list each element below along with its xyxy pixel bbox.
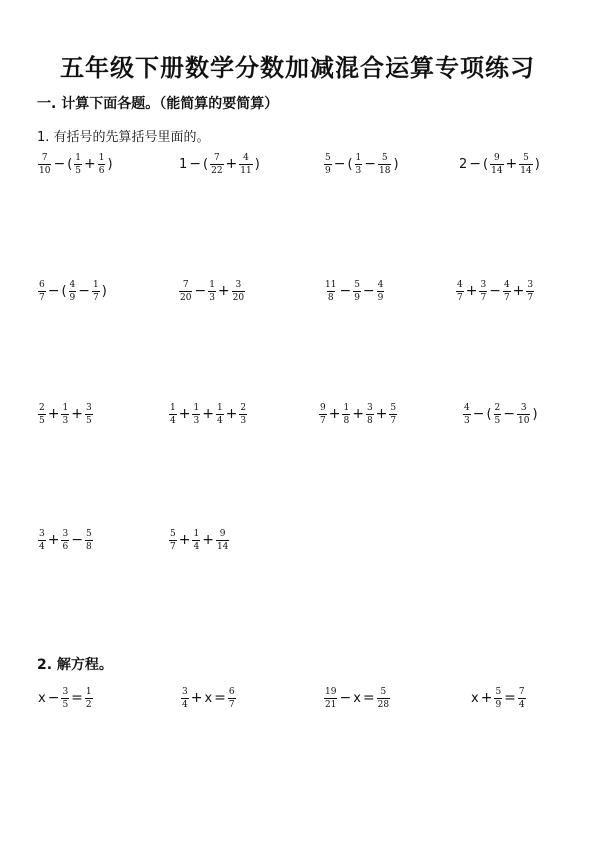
operator: − bbox=[364, 156, 377, 172]
fraction bbox=[192, 529, 200, 552]
numerator: 3 bbox=[520, 402, 527, 413]
numerator: 5 bbox=[354, 279, 360, 290]
denominator: 18 bbox=[379, 165, 391, 176]
numerator: 3 bbox=[527, 279, 534, 290]
denominator: 7 bbox=[390, 415, 397, 426]
operator: − bbox=[71, 532, 83, 548]
numerator: 5 bbox=[170, 528, 176, 539]
fraction bbox=[456, 280, 464, 303]
denominator: 8 bbox=[366, 415, 373, 426]
operator: + bbox=[190, 690, 203, 706]
denominator: 8 bbox=[343, 415, 350, 426]
denominator: 6 bbox=[98, 165, 105, 176]
operator: + bbox=[71, 406, 83, 422]
fraction bbox=[503, 280, 511, 303]
numerator: 1 bbox=[93, 279, 99, 290]
denominator: 5 bbox=[85, 415, 92, 426]
numerator: 7 bbox=[41, 152, 48, 163]
equation bbox=[37, 683, 94, 713]
fraction bbox=[324, 687, 337, 710]
equation bbox=[323, 683, 391, 713]
term: ( bbox=[67, 156, 73, 172]
denominator: 9 bbox=[377, 292, 384, 303]
operator: − bbox=[362, 283, 375, 299]
section-2-heading: 2. 解方程。 bbox=[37, 657, 113, 673]
term: ( bbox=[61, 283, 67, 299]
expression bbox=[455, 276, 535, 306]
numerator: 9 bbox=[219, 528, 226, 539]
operator: − bbox=[47, 690, 60, 706]
numerator: 2 bbox=[240, 402, 247, 413]
fraction bbox=[518, 687, 526, 710]
fraction bbox=[208, 280, 216, 303]
term: ( bbox=[203, 156, 209, 172]
fraction bbox=[38, 529, 46, 552]
denominator: 4 bbox=[182, 699, 188, 710]
fraction bbox=[519, 153, 532, 176]
denominator: 5 bbox=[494, 415, 501, 426]
fraction bbox=[38, 280, 46, 303]
fraction bbox=[319, 403, 327, 426]
expression bbox=[323, 276, 385, 306]
denominator: 14 bbox=[520, 165, 532, 176]
exercise-row-3 bbox=[0, 399, 595, 429]
numerator: 2 bbox=[39, 402, 45, 413]
numerator: 3 bbox=[182, 686, 188, 697]
denominator: 3 bbox=[464, 415, 470, 426]
denominator: 20 bbox=[232, 292, 245, 303]
fraction bbox=[353, 280, 361, 303]
exercise-row-2 bbox=[0, 276, 595, 306]
operator: + bbox=[47, 532, 60, 548]
numerator: 6 bbox=[39, 279, 45, 290]
numerator: 7 bbox=[213, 152, 220, 163]
denominator: 4 bbox=[216, 415, 223, 426]
fraction bbox=[169, 529, 177, 552]
denominator: 28 bbox=[377, 699, 390, 710]
expression bbox=[318, 399, 398, 429]
fraction bbox=[181, 687, 189, 710]
operator: + bbox=[225, 156, 238, 172]
numerator: 3 bbox=[39, 528, 45, 539]
denominator: 7 bbox=[480, 292, 487, 303]
operator: − bbox=[472, 406, 485, 422]
numerator: 19 bbox=[325, 686, 337, 697]
fraction bbox=[239, 403, 247, 426]
fraction bbox=[526, 280, 534, 303]
fraction bbox=[61, 529, 69, 552]
numerator: 4 bbox=[464, 402, 470, 413]
denominator: 3 bbox=[209, 292, 215, 303]
section-1-instruction: 1. 有括号的先算括号里面的。 bbox=[37, 130, 210, 145]
numerator: 9 bbox=[320, 402, 326, 413]
equation-row bbox=[0, 683, 595, 713]
operator: = bbox=[504, 690, 516, 706]
term: ( bbox=[486, 406, 492, 422]
denominator: 9 bbox=[325, 165, 331, 176]
fraction bbox=[324, 280, 337, 303]
operator: + bbox=[202, 532, 214, 548]
operator: + bbox=[465, 283, 478, 299]
fraction bbox=[490, 153, 503, 176]
term: x bbox=[204, 690, 213, 706]
operator: + bbox=[178, 406, 191, 422]
denominator: 7 bbox=[228, 699, 235, 710]
numerator: 1 bbox=[85, 686, 92, 697]
operator: = bbox=[71, 690, 83, 706]
numerator: 4 bbox=[377, 279, 384, 290]
fraction bbox=[98, 153, 106, 176]
denominator: 4 bbox=[518, 699, 525, 710]
fraction bbox=[324, 153, 332, 176]
page-title: 五年级下册数学分数加减混合运算专项练习 bbox=[60, 54, 535, 82]
operator: − bbox=[489, 283, 501, 299]
numerator: 3 bbox=[480, 279, 487, 290]
numerator: 1 bbox=[209, 279, 215, 290]
numerator: 3 bbox=[366, 402, 373, 413]
operator: − bbox=[189, 156, 202, 172]
operator: + bbox=[352, 406, 364, 422]
term: ) bbox=[107, 156, 113, 172]
numerator: 3 bbox=[85, 402, 92, 413]
fraction bbox=[38, 153, 51, 176]
term: ) bbox=[101, 283, 107, 299]
fraction bbox=[377, 280, 385, 303]
expression bbox=[168, 525, 230, 555]
operator: + bbox=[505, 156, 518, 172]
denominator: 3 bbox=[62, 415, 69, 426]
fraction bbox=[494, 687, 502, 710]
term: 2 bbox=[459, 156, 468, 172]
section-1-heading: 一. 计算下面各题。（能简算的要简算） bbox=[37, 96, 279, 112]
expression bbox=[37, 525, 94, 555]
denominator: 4 bbox=[193, 541, 200, 552]
operator: − bbox=[503, 406, 516, 422]
numerator: 4 bbox=[457, 279, 463, 290]
denominator: 10 bbox=[518, 415, 530, 426]
term: ) bbox=[393, 156, 399, 172]
fraction bbox=[232, 280, 245, 303]
numerator: 7 bbox=[182, 279, 189, 290]
operator: − bbox=[333, 156, 346, 172]
expression bbox=[178, 276, 246, 306]
fraction bbox=[192, 403, 200, 426]
numerator: 4 bbox=[243, 152, 249, 163]
denominator: 7 bbox=[170, 541, 176, 552]
denominator: 2 bbox=[85, 699, 92, 710]
denominator: 7 bbox=[320, 415, 326, 426]
operator: + bbox=[225, 406, 238, 422]
operator: − bbox=[339, 283, 352, 299]
denominator: 14 bbox=[491, 165, 503, 176]
fraction bbox=[61, 403, 69, 426]
numerator: 1 bbox=[170, 402, 176, 413]
denominator: 20 bbox=[180, 292, 192, 303]
operator: + bbox=[47, 406, 60, 422]
fraction bbox=[517, 403, 530, 426]
numerator: 1 bbox=[216, 402, 223, 413]
fraction bbox=[92, 280, 100, 303]
numerator: 5 bbox=[495, 686, 502, 697]
exercise-row-4 bbox=[0, 525, 595, 555]
fraction bbox=[74, 153, 82, 176]
operator: − bbox=[339, 690, 352, 706]
term: ) bbox=[534, 156, 540, 172]
numerator: 5 bbox=[380, 686, 387, 697]
term: 1 bbox=[179, 156, 188, 172]
fraction bbox=[355, 153, 363, 176]
fraction bbox=[216, 403, 224, 426]
term: ( bbox=[347, 156, 353, 172]
operator: + bbox=[480, 690, 493, 706]
fraction bbox=[366, 403, 374, 426]
denominator: 4 bbox=[170, 415, 176, 426]
denominator: 7 bbox=[527, 292, 534, 303]
fraction bbox=[179, 280, 192, 303]
numerator: 5 bbox=[523, 152, 529, 163]
fraction bbox=[85, 687, 93, 710]
fraction bbox=[38, 403, 46, 426]
operator: + bbox=[217, 283, 230, 299]
fraction bbox=[85, 529, 93, 552]
numerator: 1 bbox=[62, 402, 69, 413]
denominator: 6 bbox=[62, 541, 69, 552]
operator: − bbox=[469, 156, 482, 172]
operator: + bbox=[84, 156, 96, 172]
term: ) bbox=[532, 406, 538, 422]
numerator: 11 bbox=[325, 279, 337, 290]
numerator: 7 bbox=[518, 686, 525, 697]
term: x bbox=[353, 690, 361, 706]
numerator: 5 bbox=[390, 402, 397, 413]
expression bbox=[458, 149, 541, 179]
denominator: 9 bbox=[495, 699, 502, 710]
numerator: 3 bbox=[62, 686, 69, 697]
fraction bbox=[389, 403, 397, 426]
term: ( bbox=[483, 156, 489, 172]
equation bbox=[470, 683, 527, 713]
numerator: 6 bbox=[228, 686, 235, 697]
denominator: 9 bbox=[69, 292, 76, 303]
fraction bbox=[61, 687, 69, 710]
expression bbox=[168, 399, 248, 429]
denominator: 3 bbox=[193, 415, 200, 426]
numerator: 3 bbox=[235, 279, 242, 290]
denominator: 7 bbox=[39, 292, 45, 303]
equation bbox=[180, 683, 237, 713]
term: x bbox=[38, 690, 46, 706]
denominator: 7 bbox=[503, 292, 510, 303]
operator: + bbox=[512, 283, 525, 299]
numerator: 1 bbox=[355, 152, 362, 163]
fraction bbox=[210, 153, 223, 176]
fraction bbox=[239, 153, 252, 176]
fraction bbox=[169, 403, 177, 426]
denominator: 8 bbox=[327, 292, 334, 303]
denominator: 3 bbox=[240, 415, 247, 426]
operator: − bbox=[47, 283, 60, 299]
expression bbox=[323, 149, 400, 179]
operator: + bbox=[375, 406, 388, 422]
numerator: 5 bbox=[381, 152, 388, 163]
numerator: 1 bbox=[98, 152, 105, 163]
denominator: 5 bbox=[75, 165, 81, 176]
term: x bbox=[471, 690, 479, 706]
fraction bbox=[463, 403, 471, 426]
fraction bbox=[342, 403, 350, 426]
denominator: 5 bbox=[62, 699, 69, 710]
fraction bbox=[228, 687, 236, 710]
numerator: 9 bbox=[493, 152, 500, 163]
numerator: 1 bbox=[193, 402, 200, 413]
numerator: 4 bbox=[69, 279, 76, 290]
operator: + bbox=[328, 406, 341, 422]
fraction bbox=[69, 280, 77, 303]
numerator: 1 bbox=[343, 402, 350, 413]
denominator: 9 bbox=[354, 292, 360, 303]
denominator: 10 bbox=[39, 165, 51, 176]
fraction bbox=[494, 403, 502, 426]
numerator: 4 bbox=[503, 279, 510, 290]
denominator: 14 bbox=[216, 541, 229, 552]
fraction bbox=[377, 687, 390, 710]
operator: − bbox=[53, 156, 66, 172]
denominator: 22 bbox=[211, 165, 223, 176]
numerator: 1 bbox=[75, 152, 81, 163]
denominator: 4 bbox=[39, 541, 45, 552]
numerator: 3 bbox=[62, 528, 69, 539]
numerator: 1 bbox=[193, 528, 200, 539]
expression bbox=[178, 149, 261, 179]
fraction bbox=[378, 153, 391, 176]
denominator: 21 bbox=[325, 699, 337, 710]
term: ) bbox=[254, 156, 260, 172]
fraction bbox=[85, 403, 93, 426]
denominator: 7 bbox=[457, 292, 463, 303]
denominator: 3 bbox=[355, 165, 362, 176]
denominator: 8 bbox=[85, 541, 92, 552]
operator: − bbox=[78, 283, 91, 299]
numerator: 5 bbox=[85, 528, 92, 539]
denominator: 7 bbox=[93, 292, 99, 303]
operator: = bbox=[214, 690, 226, 706]
operator: + bbox=[202, 406, 214, 422]
denominator: 5 bbox=[39, 415, 45, 426]
expression bbox=[37, 399, 94, 429]
expression bbox=[37, 276, 108, 306]
operator: = bbox=[362, 690, 375, 706]
denominator: 11 bbox=[240, 165, 252, 176]
operator: − bbox=[194, 283, 207, 299]
operator: + bbox=[178, 532, 191, 548]
expression bbox=[462, 399, 539, 429]
expression bbox=[37, 149, 114, 179]
exercise-row-1 bbox=[0, 149, 595, 179]
numerator: 2 bbox=[494, 402, 501, 413]
numerator: 5 bbox=[325, 152, 331, 163]
fraction bbox=[216, 529, 229, 552]
fraction bbox=[479, 280, 487, 303]
